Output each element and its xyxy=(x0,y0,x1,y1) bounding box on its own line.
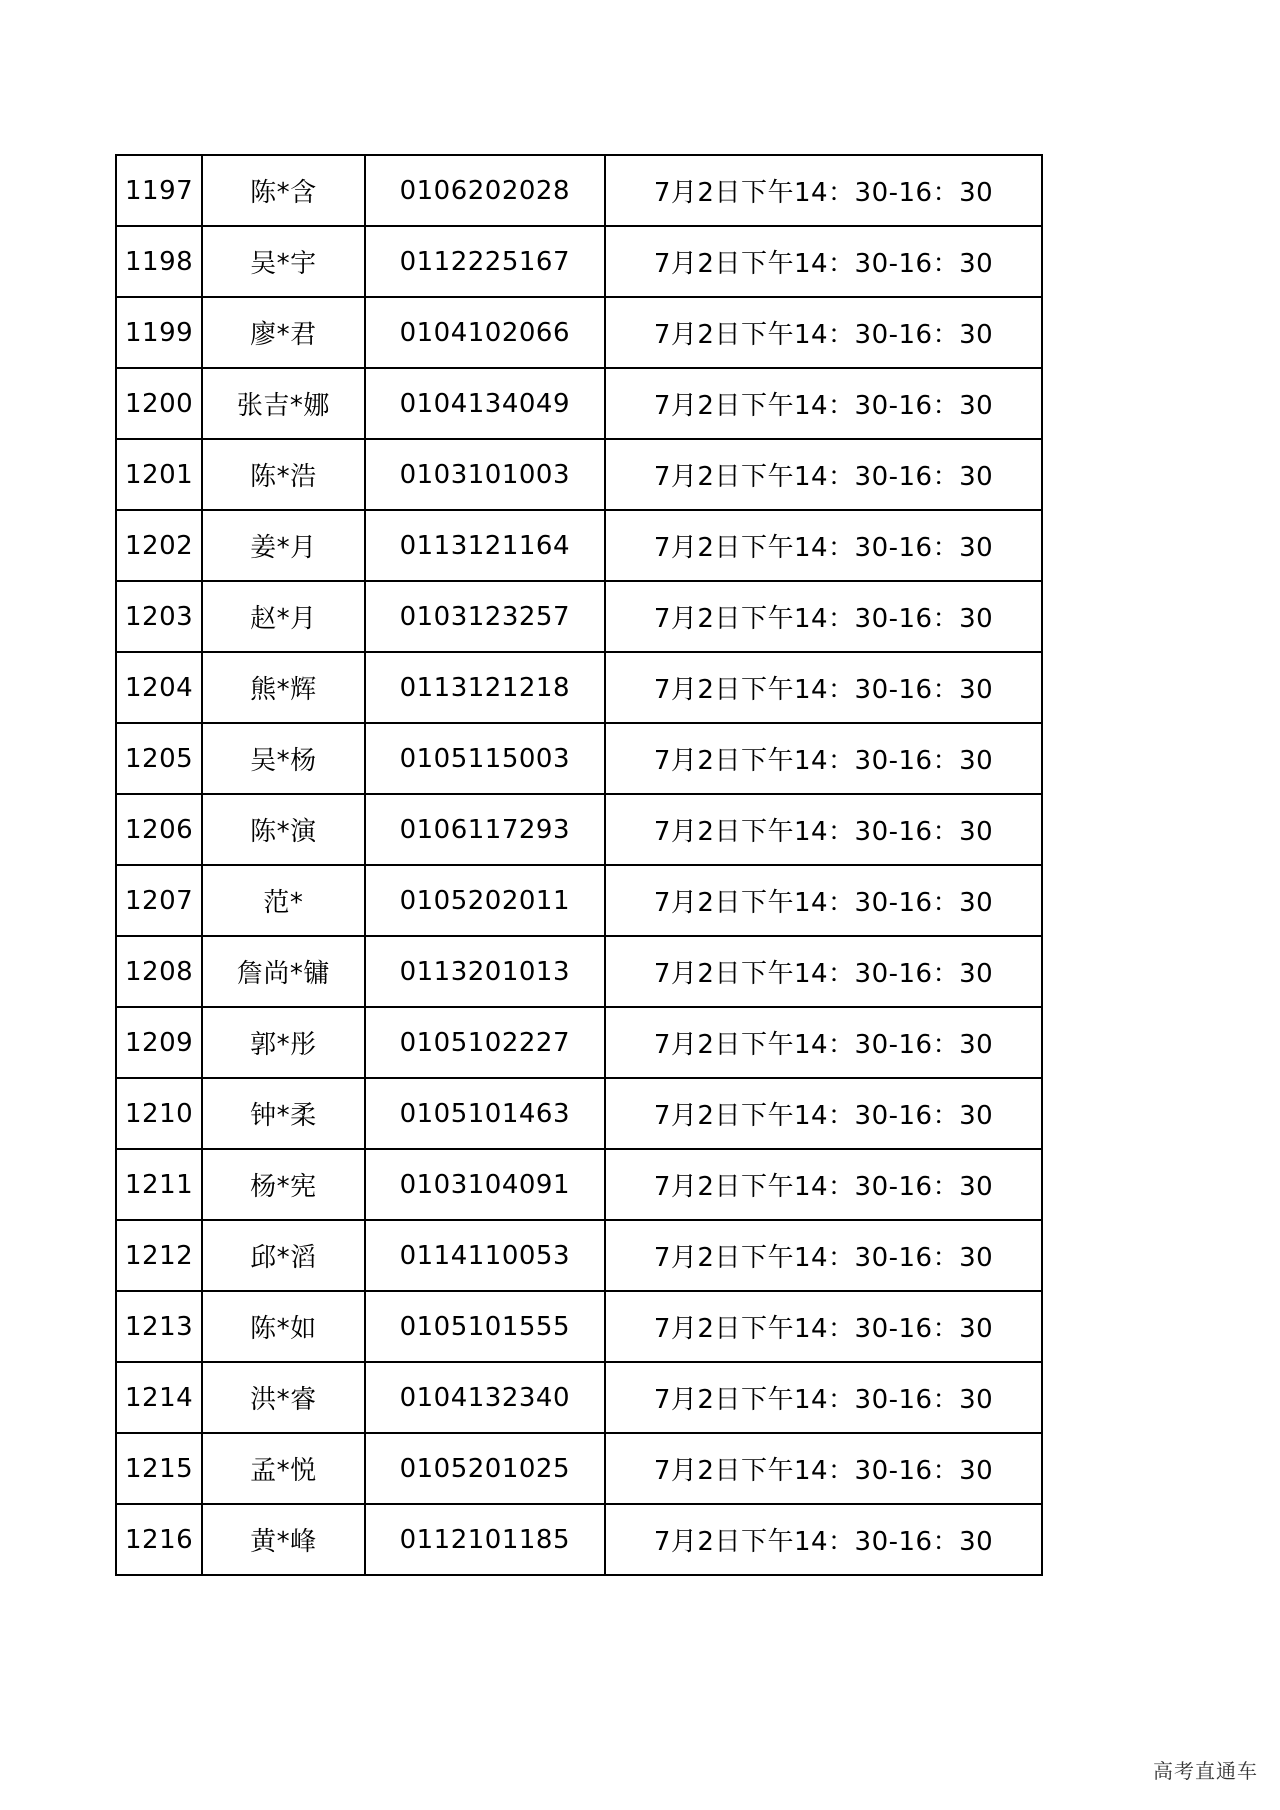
name-cell: 詹尚*镛 xyxy=(202,936,364,1007)
name-cell: 姜*月 xyxy=(202,510,364,581)
table-row xyxy=(116,297,1042,368)
time-slot-cell: 7月2日下午14：30-16：30 xyxy=(605,1078,1042,1149)
table-row xyxy=(116,155,1042,226)
row-number-cell: 1205 xyxy=(116,723,202,794)
id-number-cell: 0105101463 xyxy=(365,1078,606,1149)
id-number-cell: 0112101185 xyxy=(365,1504,606,1575)
table-row xyxy=(116,226,1042,297)
time-slot-cell: 7月2日下午14：30-16：30 xyxy=(605,1362,1042,1433)
table-row xyxy=(116,1007,1042,1078)
name-cell: 黄*峰 xyxy=(202,1504,364,1575)
name-cell: 钟*柔 xyxy=(202,1078,364,1149)
name-cell: 张吉*娜 xyxy=(202,368,364,439)
time-slot-cell: 7月2日下午14：30-16：30 xyxy=(605,510,1042,581)
id-number-cell: 0113201013 xyxy=(365,936,606,1007)
name-cell: 陈*含 xyxy=(202,155,364,226)
time-slot-cell: 7月2日下午14：30-16：30 xyxy=(605,439,1042,510)
roster-table-body xyxy=(116,155,1042,1575)
id-number-cell: 0104102066 xyxy=(365,297,606,368)
name-cell: 杨*宪 xyxy=(202,1149,364,1220)
time-slot-cell: 7月2日下午14：30-16：30 xyxy=(605,581,1042,652)
name-cell: 吴*杨 xyxy=(202,723,364,794)
name-cell: 赵*月 xyxy=(202,581,364,652)
time-slot-cell: 7月2日下午14：30-16：30 xyxy=(605,1504,1042,1575)
table-row xyxy=(116,865,1042,936)
name-cell: 陈*浩 xyxy=(202,439,364,510)
roster-table xyxy=(115,154,1043,1576)
table-row xyxy=(116,581,1042,652)
row-number-cell: 1209 xyxy=(116,1007,202,1078)
table-row xyxy=(116,1291,1042,1362)
time-slot-cell: 7月2日下午14：30-16：30 xyxy=(605,1007,1042,1078)
name-cell: 吴*宇 xyxy=(202,226,364,297)
time-slot-cell: 7月2日下午14：30-16：30 xyxy=(605,1149,1042,1220)
name-cell: 范* xyxy=(202,865,364,936)
time-slot-cell: 7月2日下午14：30-16：30 xyxy=(605,723,1042,794)
row-number-cell: 1211 xyxy=(116,1149,202,1220)
time-slot-cell: 7月2日下午14：30-16：30 xyxy=(605,865,1042,936)
table-row xyxy=(116,652,1042,723)
table-row xyxy=(116,1220,1042,1291)
table-row xyxy=(116,1078,1042,1149)
id-number-cell: 0103104091 xyxy=(365,1149,606,1220)
row-number-cell: 1200 xyxy=(116,368,202,439)
id-number-cell: 0104132340 xyxy=(365,1362,606,1433)
time-slot-cell: 7月2日下午14：30-16：30 xyxy=(605,1291,1042,1362)
name-cell: 廖*君 xyxy=(202,297,364,368)
table-row xyxy=(116,368,1042,439)
row-number-cell: 1214 xyxy=(116,1362,202,1433)
time-slot-cell: 7月2日下午14：30-16：30 xyxy=(605,155,1042,226)
id-number-cell: 0103123257 xyxy=(365,581,606,652)
id-number-cell: 0106117293 xyxy=(365,794,606,865)
id-number-cell: 0105101555 xyxy=(365,1291,606,1362)
row-number-cell: 1201 xyxy=(116,439,202,510)
time-slot-cell: 7月2日下午14：30-16：30 xyxy=(605,1220,1042,1291)
row-number-cell: 1198 xyxy=(116,226,202,297)
row-number-cell: 1212 xyxy=(116,1220,202,1291)
name-cell: 陈*演 xyxy=(202,794,364,865)
id-number-cell: 0106202028 xyxy=(365,155,606,226)
id-number-cell: 0113121218 xyxy=(365,652,606,723)
row-number-cell: 1203 xyxy=(116,581,202,652)
id-number-cell: 0114110053 xyxy=(365,1220,606,1291)
table-row xyxy=(116,794,1042,865)
row-number-cell: 1213 xyxy=(116,1291,202,1362)
row-number-cell: 1207 xyxy=(116,865,202,936)
name-cell: 孟*悦 xyxy=(202,1433,364,1504)
name-cell: 熊*辉 xyxy=(202,652,364,723)
time-slot-cell: 7月2日下午14：30-16：30 xyxy=(605,297,1042,368)
row-number-cell: 1210 xyxy=(116,1078,202,1149)
time-slot-cell: 7月2日下午14：30-16：30 xyxy=(605,368,1042,439)
id-number-cell: 0105115003 xyxy=(365,723,606,794)
name-cell: 郭*彤 xyxy=(202,1007,364,1078)
id-number-cell: 0105202011 xyxy=(365,865,606,936)
table-row xyxy=(116,439,1042,510)
row-number-cell: 1215 xyxy=(116,1433,202,1504)
id-number-cell: 0103101003 xyxy=(365,439,606,510)
row-number-cell: 1206 xyxy=(116,794,202,865)
time-slot-cell: 7月2日下午14：30-16：30 xyxy=(605,936,1042,1007)
id-number-cell: 0104134049 xyxy=(365,368,606,439)
id-number-cell: 0112225167 xyxy=(365,226,606,297)
row-number-cell: 1216 xyxy=(116,1504,202,1575)
row-number-cell: 1197 xyxy=(116,155,202,226)
name-cell: 陈*如 xyxy=(202,1291,364,1362)
name-cell: 邱*滔 xyxy=(202,1220,364,1291)
table-row xyxy=(116,936,1042,1007)
row-number-cell: 1204 xyxy=(116,652,202,723)
watermark-text: 高考直通车 xyxy=(1153,1759,1258,1783)
time-slot-cell: 7月2日下午14：30-16：30 xyxy=(605,226,1042,297)
time-slot-cell: 7月2日下午14：30-16：30 xyxy=(605,794,1042,865)
table-row xyxy=(116,1362,1042,1433)
name-cell: 洪*睿 xyxy=(202,1362,364,1433)
time-slot-cell: 7月2日下午14：30-16：30 xyxy=(605,1433,1042,1504)
table-row xyxy=(116,1149,1042,1220)
row-number-cell: 1199 xyxy=(116,297,202,368)
id-number-cell: 0113121164 xyxy=(365,510,606,581)
table-row xyxy=(116,1504,1042,1575)
table-row xyxy=(116,1433,1042,1504)
table-row xyxy=(116,723,1042,794)
time-slot-cell: 7月2日下午14：30-16：30 xyxy=(605,652,1042,723)
row-number-cell: 1208 xyxy=(116,936,202,1007)
id-number-cell: 0105201025 xyxy=(365,1433,606,1504)
id-number-cell: 0105102227 xyxy=(365,1007,606,1078)
row-number-cell: 1202 xyxy=(116,510,202,581)
table-row xyxy=(116,510,1042,581)
